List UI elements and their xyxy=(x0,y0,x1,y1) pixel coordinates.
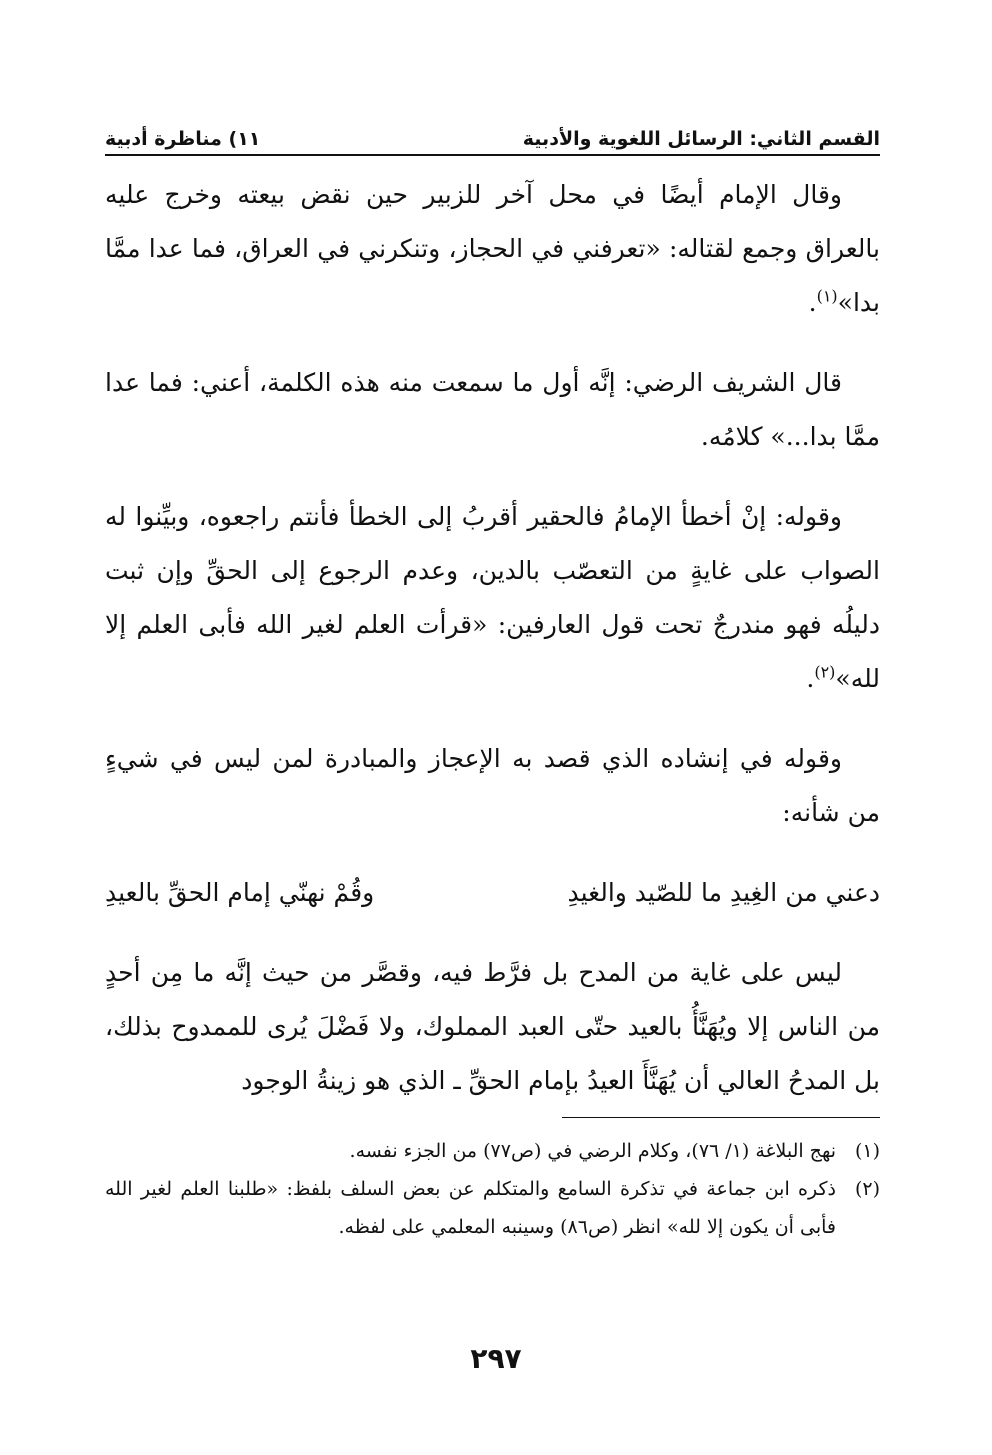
paragraph-1-end: . xyxy=(808,288,817,317)
verse-second-hemistich: وقُمْ نهنّي إمام الحقِّ بالعيدِ xyxy=(105,878,375,907)
running-header xyxy=(105,118,880,156)
main-text xyxy=(105,168,880,1134)
footnotes xyxy=(105,1132,880,1246)
footnote-text: ذكره ابن جماعة في تذكرة السامع والمتكلم عن بعض السلف بلفظ: «طلبنا العلم لغير الله فأبى أن يكون إلا لله» انظر (ص٨٦) وسينبه المعلمي على لفظه. xyxy=(105,1178,836,1238)
paragraph-2: قال الشريف الرضي: إنَّه أول ما سمعت منه هذه الكلمة، أعني: فما عدا ممَّا بدا...» كلامُه. xyxy=(105,368,880,451)
footnote-ref-2: (٢) xyxy=(814,662,836,682)
header-chapter-number: ١١) مناظرة أدبية xyxy=(105,128,261,150)
verse-first-hemistich: دعني من الغِيدِ ما للصّيد والغيدِ xyxy=(567,878,880,907)
paragraph-5: ليس على غاية من المدح بل فرَّط فيه، وقصَّر من حيث إنَّه ما مِن أحدٍ من الناس إلا ويُهَنَّأُ بالعيد حتّى العبد المملوك، ولا فَضْلَ يُرى للممدوح بذلك، بل المدحُ العالي أن يُهَنَّأَ العيدُ بإمام الحقِّ ـ الذي هو زينةُ الوجود xyxy=(105,958,880,1095)
page-number: ٢٩٧ xyxy=(470,1342,522,1375)
paragraph-3 xyxy=(105,490,880,706)
paragraph-3-text: وقوله: إنْ أخطأ الإمامُ فالحقير أقربُ إلى الخطأ فأنتم راجعوه، وبيِّنوا له الصواب على غايةٍ من التعصّب بالدين، وعدم الرجوع إلى الحقِّ وإن ثبت دليلُه فهو مندرجٌ تحت قول العارفين: «قرأت العلم لغير الله فأبى العلم إلا لله» xyxy=(105,502,880,693)
paragraph-1 xyxy=(105,168,880,330)
poem-verse xyxy=(105,866,880,920)
paragraph-1-text: وقال الإمام أيضًا في محل آخر للزبير حين نقض بيعته وخرج عليه بالعراق وجمع لقتاله: «تعرفني في الحجاز، وتنكرني في العراق، فما عدا ممَّا بدا» xyxy=(105,180,880,317)
footnote-2 xyxy=(105,1170,880,1246)
footnote-1 xyxy=(105,1132,880,1170)
footnote-ref-1: (١) xyxy=(816,286,838,306)
footnote-separator xyxy=(562,1117,880,1118)
header-section-title: القسم الثاني: الرسائل اللغوية والأدبية xyxy=(522,128,880,150)
footnote-number: (٢) xyxy=(854,1178,880,1200)
footnote-number: (١) xyxy=(854,1140,880,1162)
paragraph-4: وقوله في إنشاده الذي قصد به الإعجاز والمبادرة لمن ليس في شيءٍ من شأنه: xyxy=(105,744,880,827)
footnote-text: نهج البلاغة (١/ ٧٦)، وكلام الرضي في (ص٧٧) من الجزء نفسه. xyxy=(349,1140,836,1162)
paragraph-3-end: . xyxy=(806,664,815,693)
